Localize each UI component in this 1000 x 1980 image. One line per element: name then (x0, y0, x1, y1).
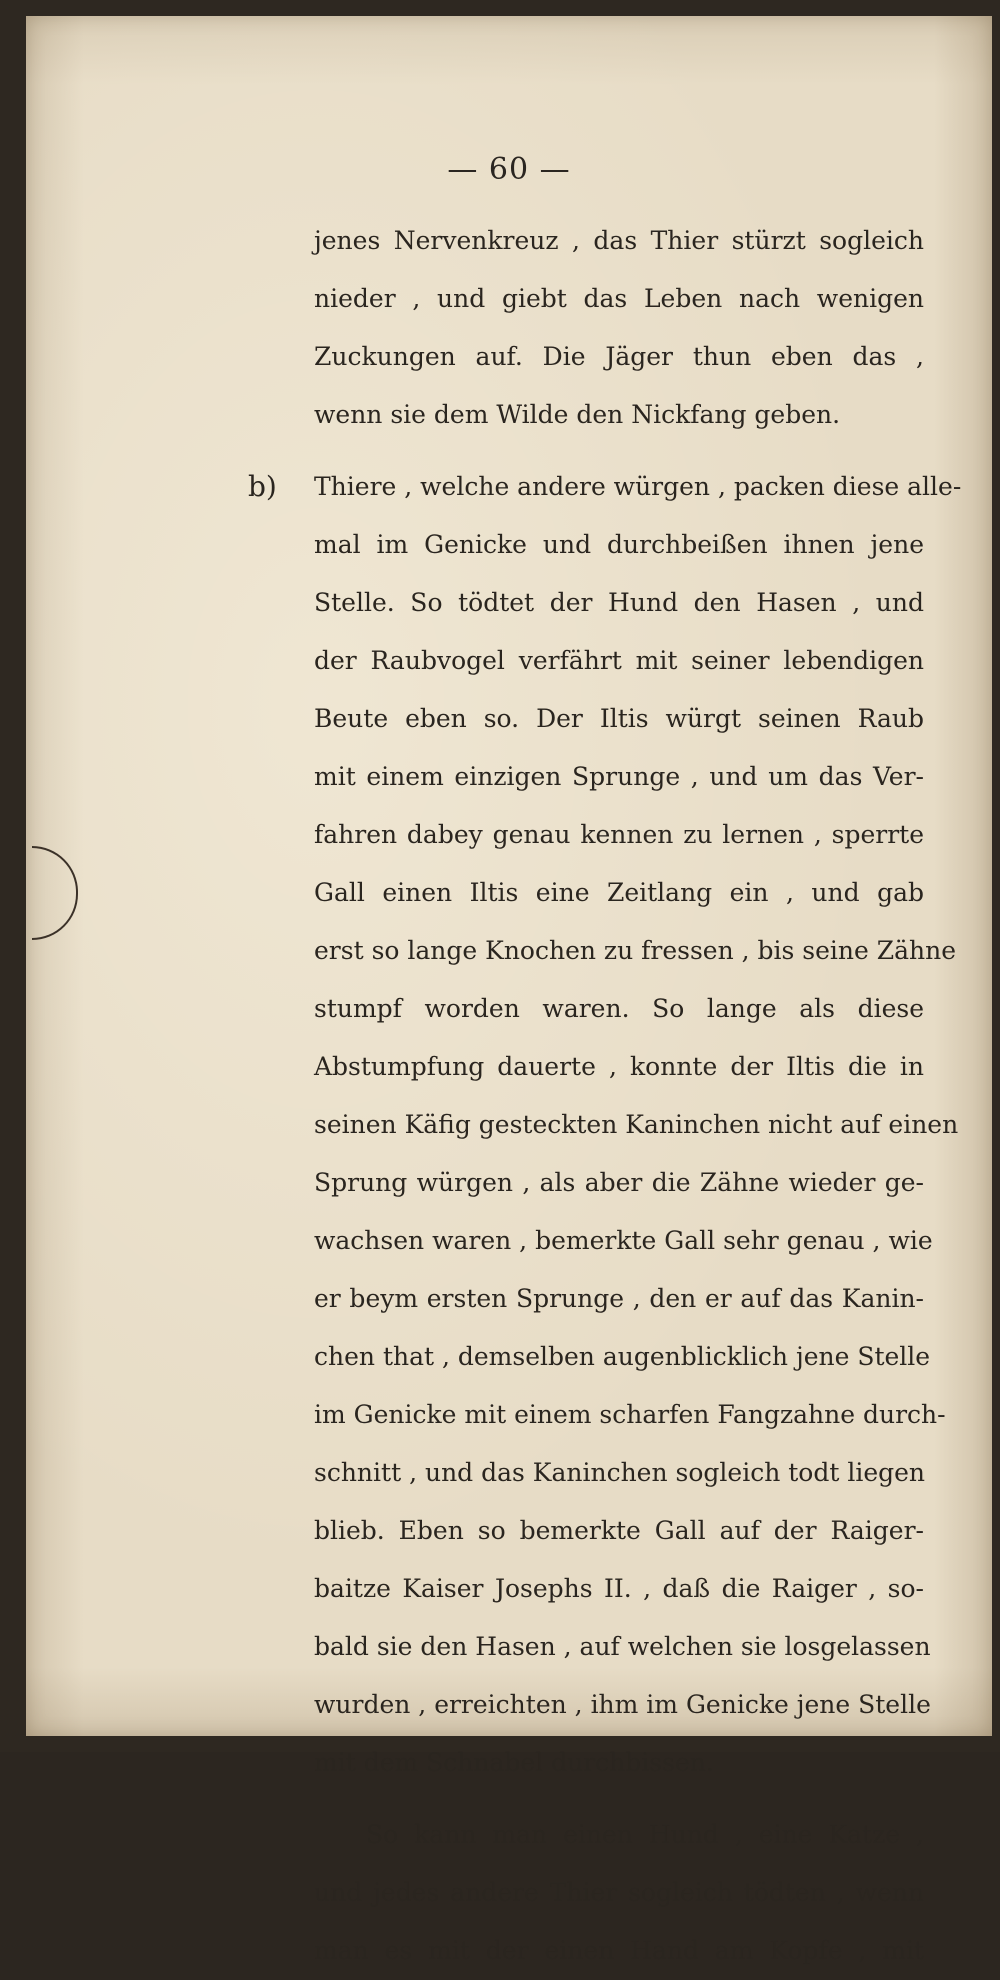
text-line: erst so lange Knochen zu fressen , bis seine Zähne (314, 936, 957, 965)
paragraph-3 (314, 1806, 924, 1980)
paragraph-1 (314, 212, 924, 444)
text-line: Sprung würgen , als aber die Zähne wieder ge- (314, 1168, 924, 1197)
text-line: seinen Käfig gesteckten Kaninchen nicht auf einen (314, 1110, 959, 1139)
text-line: im Genicke mit einem scharfen Fangzahne durch- (314, 1400, 946, 1429)
text-line: mit dem Schnabel durchbissen. (314, 1748, 714, 1777)
text-line: Zuckungen auf. Die Jäger thun eben das , (314, 342, 924, 371)
text-line: blieb. Eben so bemerkte Gall auf der Raiger- (314, 1516, 924, 1545)
text-line: mit einem einzigen Sprunge , und um das Ver- (314, 762, 924, 791)
paragraph-2 (248, 458, 962, 1792)
text-line: wurden , erreichten , ihm im Genicke jene Stelle (314, 1690, 931, 1719)
text-line: bald sie den Hasen , auf welchen sie losgelassen (314, 1632, 931, 1661)
text-line: Beute eben so. Der Iltis würgt seinen Raub (314, 704, 924, 733)
text-line: jenes Nervenkreuz , das Thier stürzt sogleich (314, 226, 924, 255)
text-line: So kann man einen Hund , eine Katze , (366, 1820, 924, 1849)
text-line: Stelle. So tödtet der Hund den Hasen , und (314, 588, 924, 617)
book-page (26, 16, 992, 1965)
paragraph-gap (314, 1792, 924, 1806)
body-text (248, 212, 962, 1980)
text-line: man es mit der einen Hand am Kopfe , mit (314, 1936, 924, 1965)
text-line: mal im Genicke und durchbeißen ihnen jene (314, 530, 924, 559)
text-line: baitze Kaiser Josephs II. , daß die Raiger , so- (314, 1574, 924, 1603)
text-line: fahren dabey genau kennen zu lernen , sperrte (314, 820, 924, 849)
text-line: Abstumpfung dauerte , konnte der Iltis die in (314, 1052, 924, 1081)
text-line: stumpf worden waren. So lange als diese (314, 994, 924, 1023)
list-marker-b: b) (248, 470, 277, 503)
text-line: wenn sie dem Wilde den Nickfang geben. (314, 400, 841, 429)
page-edge-curve (32, 846, 78, 940)
page-number: — 60 — (447, 152, 571, 187)
text-line: er beym ersten Sprunge , den er auf das Kanin- (314, 1284, 924, 1313)
paragraph-gap (314, 444, 924, 458)
text-line: Thiere , welche andere würgen , packen diese alle- (314, 472, 962, 501)
text-line: nieder , und giebt das Leben nach wenigen (314, 284, 924, 313)
text-line: chen that , demselben augenblicklich jene Stelle (314, 1342, 931, 1371)
text-line: schnitt , und das Kaninchen sogleich todt liegen (314, 1458, 926, 1487)
text-line: Gall einen Iltis eine Zeitlang ein , und gab (314, 878, 924, 907)
text-line: wachsen waren , bemerkte Gall sehr genau , wie (314, 1226, 933, 1255)
text-line: und jedes andere Thier sogleich tödten , wenn (314, 1878, 924, 1907)
text-line: der Raubvogel verfährt mit seiner lebendigen (314, 646, 924, 675)
